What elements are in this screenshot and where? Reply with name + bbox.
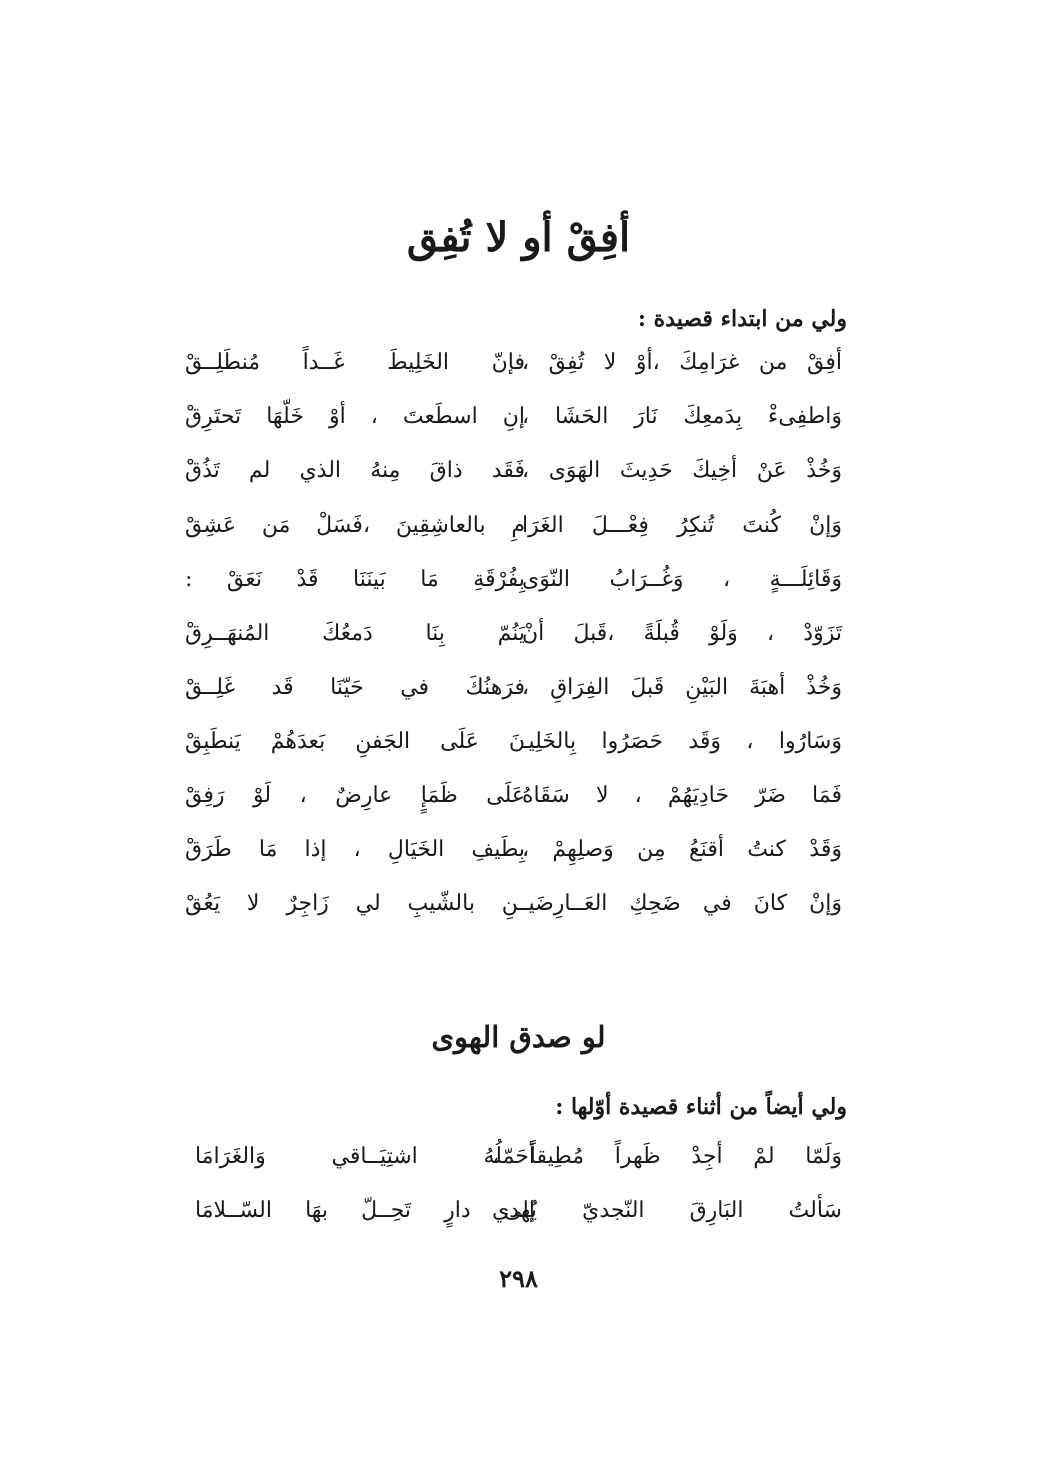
- verse-first-half: أفِقْ من غرَامِكَ ،أوْ لا تُفِقْ ،: [522, 350, 842, 375]
- verse-first-half: وَإنْ كانَ في ضَحِكِ العَــارِضَيـ: [522, 891, 842, 916]
- verse-first-half: وَخُذْ عَنْ أخِيكَ حَدِيثَ الهَوَى ،: [522, 458, 842, 483]
- verse-first-half: وَإنْ كُنتَ تُنكِرُ فِعْـــلَ الغَرَا: [522, 513, 842, 538]
- verse-row: [0, 621, 1037, 677]
- verse-second-half: مِ بالعاشِقِينَ ،فَسَلْ مَن عَشِقْ: [185, 513, 525, 538]
- verse-row: [0, 729, 1037, 785]
- poem-title-2: لو صدق الهوى: [431, 1020, 606, 1054]
- verse-first-half: وَسَارُوا ، وَقَد حَصَرُوا بِالخَلِيـ: [522, 729, 842, 754]
- verse-first-half: وَقَائِلَـــةٍ ، وَغُــرَابُ النّوَى: [522, 567, 842, 592]
- poem-intro-1: ولي من ابتداء قصيدة :: [637, 306, 847, 332]
- verse-row: [0, 350, 1037, 406]
- verse-first-half: وَلَمّا لمْ أجِدْ ظَهراً مُطِيقاً ،: [492, 1144, 842, 1169]
- page-number: ٢٩٨: [499, 1264, 538, 1293]
- poem-title-1: أفِقْ أو لا تُفِق: [406, 214, 631, 261]
- poem-intro-2: ولي أيضاً من أثناء قصيدة أوّلها :: [555, 1094, 847, 1120]
- verse-first-half: وَخُذْ أهبَةَ البَيْنِ قَبلَ الفِرَاقِ ،: [522, 675, 842, 700]
- verse-second-half: إنِ اسطَعتَ ، أوْ خَلّهَا تَحتَرِقْ: [185, 404, 525, 429]
- verse-row: [0, 1144, 1037, 1198]
- verse-first-half: سَألتُ البَارِقَ النّجديّ يُهدي: [492, 1198, 842, 1223]
- verse-second-half: فإنّ الخَلِيطَ غَــداً مُنطَلِــقْ: [185, 350, 525, 375]
- verse-first-half: وَقَدْ كنتُ أقنَعُ مِن وَصلِهِمْ ،: [522, 837, 842, 862]
- verse-row: [0, 513, 1037, 569]
- verse-row: [0, 1198, 1037, 1252]
- verse-second-half: عَلَى ظَمَإٍ عارِضٌ ، لَوْ رَفِقْ: [185, 783, 525, 808]
- verse-second-half: يَنُمّ بِنَا دَمعُكَ المُنهَــرِقْ: [185, 621, 525, 646]
- verse-second-half: بِطَيفِ الخَيَالِ ، إذا مَا طَرَقْ: [185, 837, 525, 862]
- verse-second-half: نَ عَلَى الجَفنِ بَعدَهُمْ يَنطَبِقْ: [185, 729, 525, 754]
- verse-second-half: إلى دارٍ تَحِــلّ بهَا السّــلامَا: [195, 1198, 535, 1223]
- verse-first-half: تَزَوّدْ ، وَلَوْ قُبلَةً ،قَبلَ أنْ: [522, 621, 842, 646]
- verse-second-half: ـنِ بالشّيبِ لي زَاجِرٌ لا يَعُقْ: [185, 891, 525, 916]
- verse-row: [0, 837, 1037, 893]
- verse-second-half: أحَمّلُهُ اشتِيَــاقي وَالغَرَامَا: [195, 1144, 535, 1169]
- verse-second-half: فرَهنُكَ في حَيّنَا قَد غَلِــقْ: [185, 675, 525, 700]
- verse-row: [0, 567, 1037, 623]
- verse-row: [0, 675, 1037, 731]
- verse-row: [0, 783, 1037, 839]
- verse-row: [0, 891, 1037, 947]
- verse-first-half: وَاطفِىءْ بِدَمعِكَ نَارَ الحَشَا ،: [522, 404, 842, 429]
- verse-second-half: بِفُرْقَةِ مَا بَينَنَا قَدْ نَعَقْ :: [185, 567, 525, 592]
- verse-row: [0, 404, 1037, 460]
- verse-first-half: فَمَا ضَرّ حَادِيَهُمْ ، لا سَقَاهُ: [522, 783, 842, 808]
- verse-second-half: فَقَد ذاقَ مِنهُ الذي لم تَذُقْ: [185, 458, 525, 483]
- verse-row: [0, 458, 1037, 514]
